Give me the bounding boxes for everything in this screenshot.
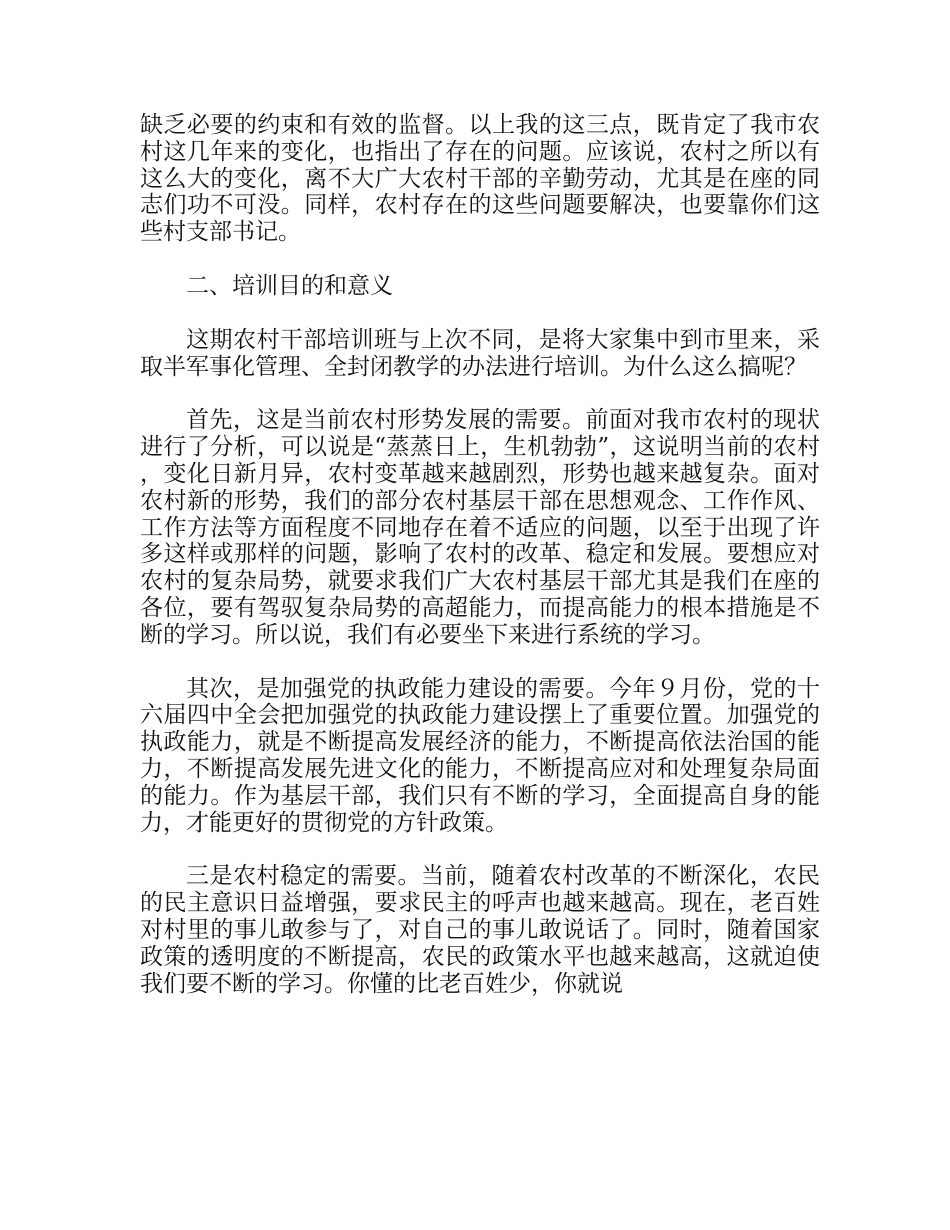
paragraph-governing-capacity: 其次，是加强党的执政能力建设的需要。今年９月份，党的十六届四中全会把加强党的执政能力建设摆上了重要位置。加强党的执政能力，就是不断提高发展经济的能力，不断提高依法治国的能力，不断提高发展先进文化的能力，不断提高应对和处理复杂局面的能力。作为基层干部，我们只有不断的学习，全面提高自身的能力，才能更好的贯彻党的方针政策。: [140, 675, 820, 836]
paragraph-rural-situation: 首先，这是当前农村形势发展的需要。前面对我市农村的现状进行了分析，可以说是“蒸蒸日上，生机勃勃”，这说明当前的农村，变化日新月异，农村变革越来越剧烈，形势也越来越复杂。面对农村新的形势，我们的部分农村基层干部在思想观念、工作作风、工作方法等方面程度不同地存在着不适应的问题，以至于出现了许多这样或那样的问题，影响了农村的改革、稳定和发展。要想应对农村的复杂局势，就要求我们广大农村基层干部尤其是我们在座的各位，要有驾驭复杂局势的高超能力，而提高能力的根本措施是不断的学习。所以说，我们有必要坐下来进行系统的学习。: [140, 407, 820, 648]
paragraph-rural-stability: 三是农村稳定的需要。当前，随着农村改革的不断深化，农民的民主意识日益增强，要求民主的呼声也越来越高。现在，老百姓对村里的事儿敢参与了，对自己的事儿敢说话了。同时，随着国家政策的透明度的不断提高，农民的政策水平也越来越高，这就迫使我们要不断的学习。你懂的比老百姓少，你就说: [140, 863, 820, 997]
document-page: [140, 112, 820, 1024]
section-heading: 二、培训目的和意义: [186, 272, 393, 299]
paragraph-continuation: 缺乏必要的约束和有效的监督。以上我的这三点，既肯定了我市农村这几年来的变化，也指出了存在的问题。应该说，农村之所以有这么大的变化，离不大广大农村干部的辛勤劳动，尤其是在座的同志们功不可没。同样，农村存在的这些问题要解决，也要靠你们这些村支部书记。: [140, 112, 820, 246]
paragraph-training-format: 这期农村干部培训班与上次不同，是将大家集中到市里来，采取半军事化管理、全封闭教学的办法进行培训。为什么这么搞呢？: [140, 326, 820, 380]
